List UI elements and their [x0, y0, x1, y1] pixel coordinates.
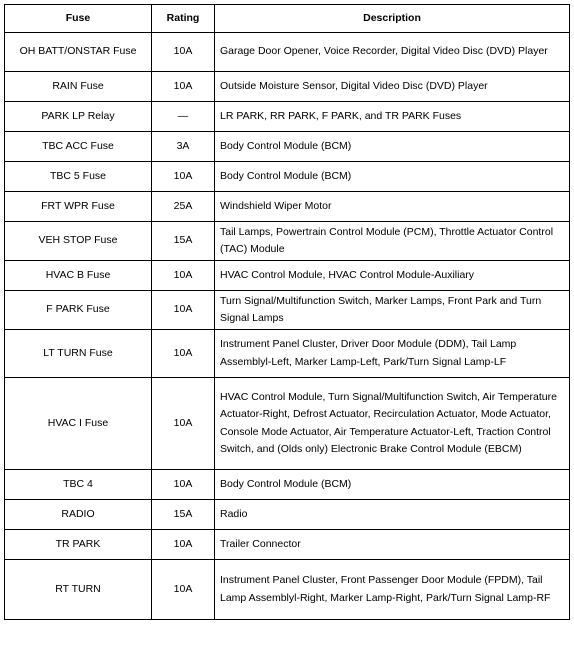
table-row — [5, 378, 570, 470]
table-row — [5, 72, 570, 102]
description-cell: Windshield Wiper Motor — [215, 192, 570, 222]
table-row — [5, 291, 570, 330]
rating-cell: 10A — [152, 162, 215, 192]
table-row — [5, 222, 570, 261]
rating-cell: — — [152, 102, 215, 132]
rating-cell: 10A — [152, 560, 215, 620]
description-cell: Instrument Panel Cluster, Front Passenger Door Module (FPDM), Tail Lamp Assemblyl-Right, Marker Lamp-Right, Park/Turn Signal Lamp-RF — [215, 560, 570, 620]
fuse-cell: TBC 5 Fuse — [5, 162, 152, 192]
rating-cell: 25A — [152, 192, 215, 222]
rating-cell: 10A — [152, 330, 215, 378]
fuse-table — [4, 4, 570, 620]
table-row — [5, 530, 570, 560]
fuse-cell: OH BATT/ONSTAR Fuse — [5, 33, 152, 72]
fuse-cell: LT TURN Fuse — [5, 330, 152, 378]
fuse-cell: TBC 4 — [5, 470, 152, 500]
fuse-cell: RADIO — [5, 500, 152, 530]
description-cell: Body Control Module (BCM) — [215, 470, 570, 500]
fuse-cell: FRT WPR Fuse — [5, 192, 152, 222]
table-row — [5, 33, 570, 72]
rating-cell: 3A — [152, 132, 215, 162]
header-description: Description — [215, 5, 570, 33]
table-row — [5, 132, 570, 162]
table-row — [5, 162, 570, 192]
table-body — [5, 33, 570, 620]
fuse-cell: F PARK Fuse — [5, 291, 152, 330]
table-row — [5, 261, 570, 291]
fuse-cell: PARK LP Relay — [5, 102, 152, 132]
description-cell: Garage Door Opener, Voice Recorder, Digital Video Disc (DVD) Player — [215, 33, 570, 72]
table-row — [5, 470, 570, 500]
rating-cell: 15A — [152, 500, 215, 530]
fuse-cell: TBC ACC Fuse — [5, 132, 152, 162]
rating-cell: 10A — [152, 261, 215, 291]
fuse-cell: RAIN Fuse — [5, 72, 152, 102]
fuse-cell: RT TURN — [5, 560, 152, 620]
description-cell: HVAC Control Module, HVAC Control Module-Auxiliary — [215, 261, 570, 291]
description-cell: Turn Signal/Multifunction Switch, Marker Lamps, Front Park and Turn Signal Lamps — [215, 291, 570, 330]
header-fuse: Fuse — [5, 5, 152, 33]
description-cell: Radio — [215, 500, 570, 530]
description-cell: Trailer Connector — [215, 530, 570, 560]
description-cell: Body Control Module (BCM) — [215, 162, 570, 192]
fuse-cell: VEH STOP Fuse — [5, 222, 152, 261]
table-row — [5, 192, 570, 222]
rating-cell: 10A — [152, 72, 215, 102]
fuse-cell: TR PARK — [5, 530, 152, 560]
rating-cell: 10A — [152, 470, 215, 500]
description-cell: Tail Lamps, Powertrain Control Module (PCM), Throttle Actuator Control (TAC) Module — [215, 222, 570, 261]
table-row — [5, 500, 570, 530]
table-row — [5, 560, 570, 620]
rating-cell: 10A — [152, 378, 215, 470]
rating-cell: 10A — [152, 33, 215, 72]
description-cell: Instrument Panel Cluster, Driver Door Module (DDM), Tail Lamp Assemblyl-Left, Marker Lamp-Left, Park/Turn Signal Lamp-LF — [215, 330, 570, 378]
rating-cell: 15A — [152, 222, 215, 261]
description-cell: Body Control Module (BCM) — [215, 132, 570, 162]
fuse-cell: HVAC I Fuse — [5, 378, 152, 470]
table-row — [5, 102, 570, 132]
fuse-cell: HVAC B Fuse — [5, 261, 152, 291]
description-cell: Outside Moisture Sensor, Digital Video Disc (DVD) Player — [215, 72, 570, 102]
description-cell: HVAC Control Module, Turn Signal/Multifunction Switch, Air Temperature Actuator-Right, Defrost Actuator, Recirculation Actuator, Mode Actuator, Console Mode Actuator, Air Temperature Actuator-Left, Traction Control Switch, and (Olds only) Electronic Brake Control Module (EBCM) — [215, 378, 570, 470]
rating-cell: 10A — [152, 530, 215, 560]
header-rating: Rating — [152, 5, 215, 33]
rating-cell: 10A — [152, 291, 215, 330]
header-row — [5, 5, 570, 33]
table-row — [5, 330, 570, 378]
description-cell: LR PARK, RR PARK, F PARK, and TR PARK Fuses — [215, 102, 570, 132]
